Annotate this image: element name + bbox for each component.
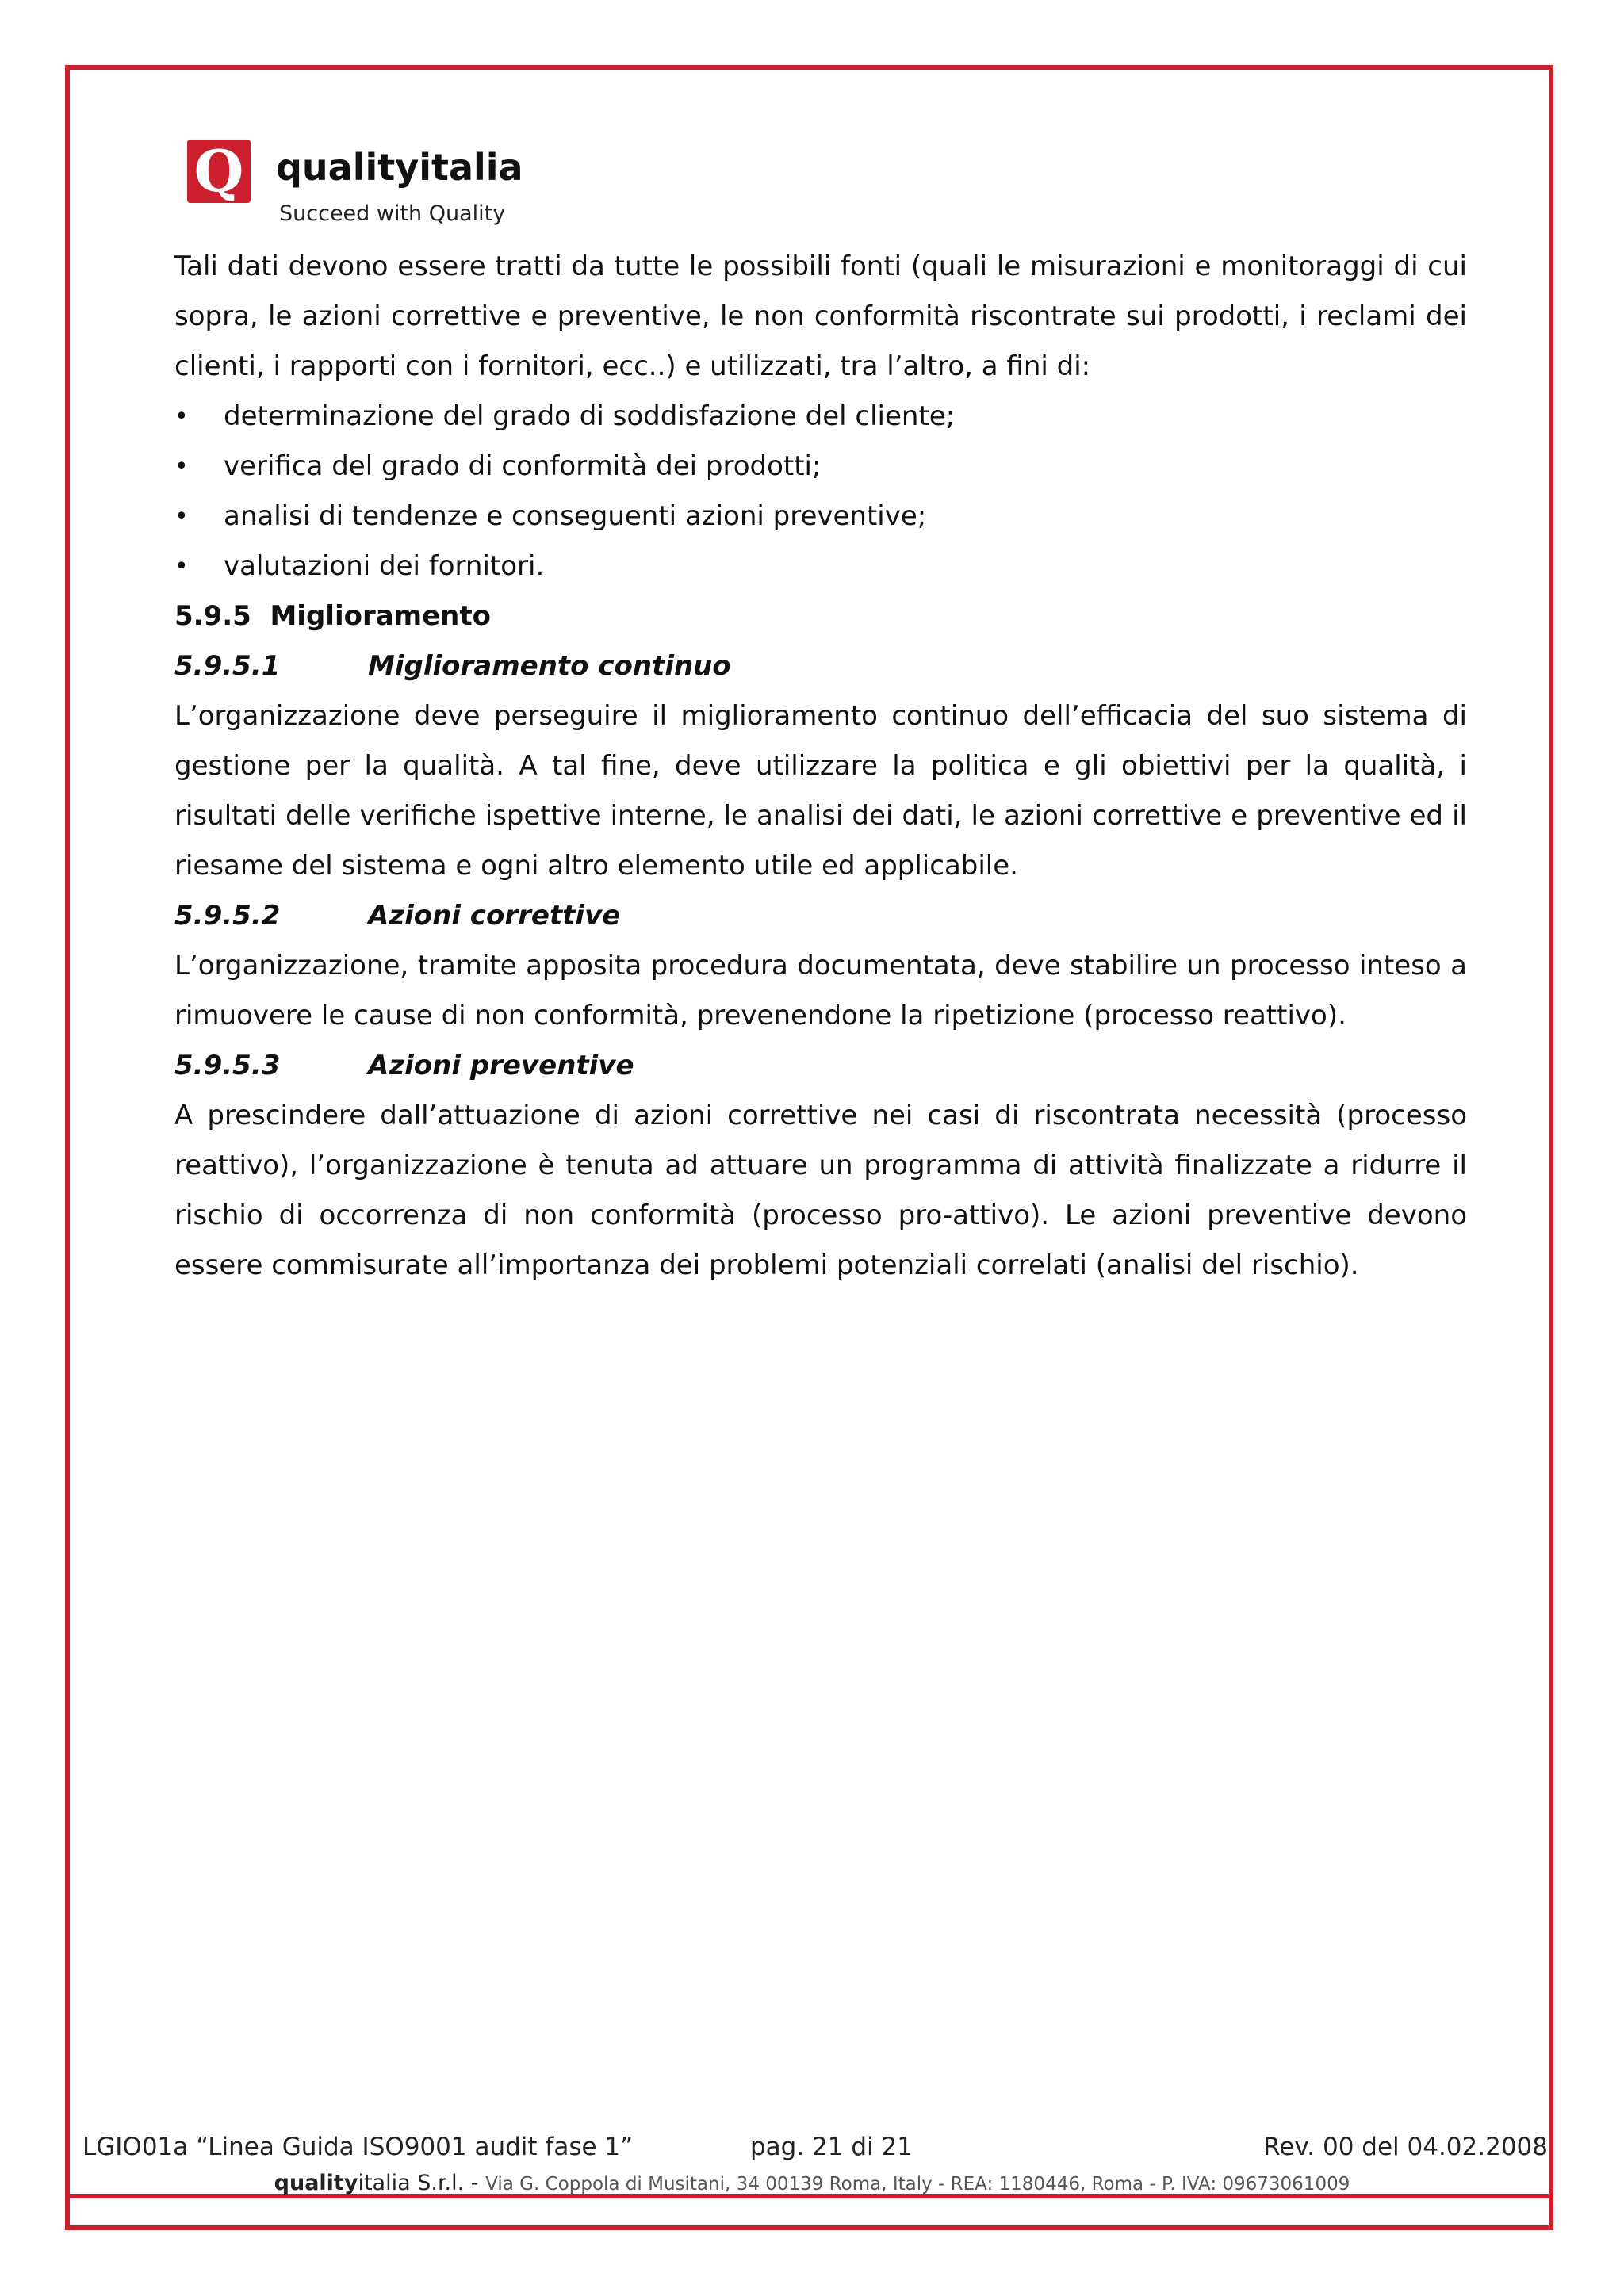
footer-page-number: pag. 21 di 21 (750, 2133, 913, 2161)
list-item: • valutazioni dei fornitori. (174, 541, 1467, 591)
footer-company-rest: italia S.r.l. - (358, 2171, 479, 2195)
paragraph-miglioramento: L’organizzazione deve perseguire il miglioramento continuo dell’efficacia del suo sistema di gestione per la qualità. A tal fine, deve utilizzare la politica e gli obiettivi per la qualità, i risultati delle verifiche ispettive interne, le analisi dei dati, le azioni correttive e preventive ed il riesame del sistema e ogni altro elemento utile ed applicabile. (174, 700, 1467, 882)
subsection-number: 5.9.5.1 (174, 650, 281, 682)
list-item: • analisi di tendenze e conseguenti azioni preventive; (174, 492, 1467, 541)
subsection-title: Azioni correttive (368, 900, 621, 932)
subsection-title: Azioni preventive (368, 1050, 634, 1081)
subsection-heading-preventive (174, 1041, 1467, 1091)
subsection-heading-correttive (174, 891, 1467, 941)
footer-company-bold: quality (274, 2171, 358, 2195)
paragraph-preventive: A prescindere dall’attuazione di azioni correttive nei casi di riscontrata necessità (processo reattivo), l’organizzazione è tenuta ad attuare un programma di attività finalizzate a ridurre il rischio di occorrenza di non conformità (processo pro-attivo). Le azioni preventive devono essere commisurate all’importanza dei problemi potenziali correlati (analisi del rischio). (174, 1100, 1467, 1281)
document-body (174, 242, 1467, 1291)
footer-revision: Rev. 00 del 04.02.2008 (1263, 2133, 1548, 2161)
logo-q-icon: Q (187, 140, 251, 203)
footer-document-title: LGIO01a “Linea Guida ISO9001 audit fase 1” (82, 2133, 634, 2161)
subsection-title: Miglioramento continuo (368, 650, 731, 682)
subsection-number: 5.9.5.2 (174, 900, 281, 932)
list-item: • verifica del grado di conformità dei prodotti; (174, 442, 1467, 492)
footer-company-address (0, 2171, 1624, 2195)
logo-tagline: Succeed with Quality (279, 201, 506, 226)
logo-brand: qualityitalia (276, 146, 523, 189)
list-item: • determinazione del grado di soddisfazione del cliente; (174, 392, 1467, 442)
intro-paragraph: Tali dati devono essere tratti da tutte le possibili fonti (quali le misurazioni e monitoraggi di cui sopra, le azioni correttive e preventive, le non conformità riscontrate sui prodotti, i reclami dei clienti, i rapporti con i fornitori, ecc..) e utilizzati, tra l’altro, a fini di: (174, 251, 1467, 382)
footer-address-text: Via G. Coppola di Musitani, 34 00139 Roma, Italy - REA: 1180446, Roma - P. IVA: 09673061009 (485, 2174, 1350, 2195)
paragraph-correttive: L’organizzazione, tramite apposita procedura documentata, deve stabilire un processo inteso a rimuovere le cause di non conformità, prevenendone la ripetizione (processo reattivo). (174, 950, 1467, 1031)
subsection-heading-continuo (174, 641, 1467, 691)
footer-info (82, 2133, 1548, 2168)
subsection-number: 5.9.5.3 (174, 1050, 281, 1081)
section-heading: 5.9.5 Miglioramento (174, 600, 491, 632)
bullet-list (174, 392, 1467, 591)
